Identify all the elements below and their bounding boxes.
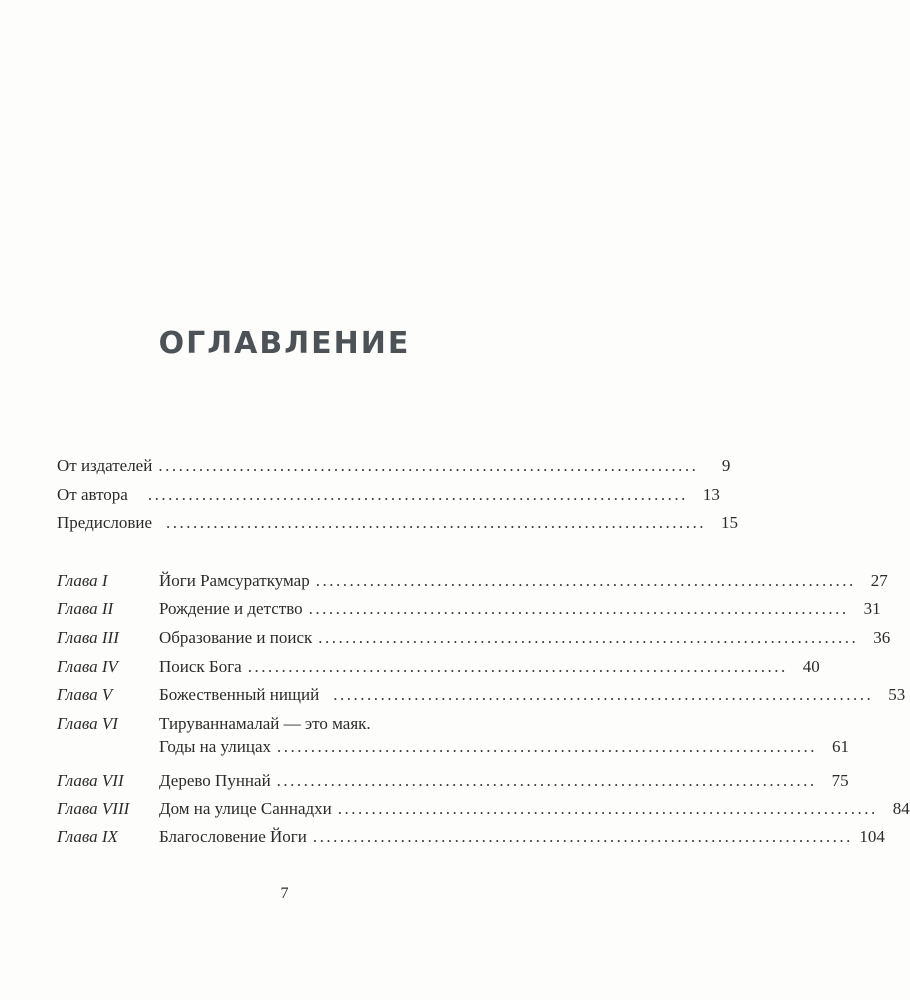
- chapter-title-line1: Тируваннамалай — это маяк.: [159, 714, 371, 733]
- chapter-label: Глава V: [57, 685, 113, 704]
- chapter-title: Благословение Йоги: [159, 827, 307, 846]
- toc-entry-page: 13: [702, 485, 720, 504]
- toc-chapter-entry[interactable]: [57, 827, 885, 847]
- toc-chapter-entry[interactable]: [57, 685, 906, 705]
- toc-chapter-entry[interactable]: [57, 799, 910, 819]
- toc-entry[interactable]: [57, 485, 720, 505]
- toc-leader-dots: ................................................................................: [277, 737, 818, 756]
- toc-entry-page: 15: [721, 513, 739, 532]
- toc-entry-text: От издателей: [57, 456, 153, 475]
- chapter-title: Образование и поиск: [159, 628, 313, 647]
- chapter-label: Глава II: [57, 599, 114, 618]
- toc-chapter-entry[interactable]: [57, 571, 888, 591]
- toc-entry[interactable]: [57, 456, 731, 476]
- toc-leader-dots: ................................................................................: [166, 513, 707, 532]
- chapter-page: 61: [832, 737, 850, 756]
- chapter-page: 75: [831, 771, 849, 790]
- chapter-title: Йоги Рамсураткумар: [159, 571, 310, 590]
- toc-leader-dots: ................................................................................: [308, 599, 849, 618]
- toc-chapter-entry-multiline[interactable]: [57, 714, 371, 734]
- toc-entry-page: 9: [721, 456, 731, 475]
- chapter-page: 104: [859, 827, 885, 846]
- page-title: ОГЛАВЛЕНИЕ: [158, 326, 411, 361]
- chapter-label: Глава IX: [57, 827, 118, 846]
- chapter-label: Глава VII: [57, 771, 124, 790]
- toc-chapter-entry[interactable]: [57, 628, 891, 648]
- toc-entry[interactable]: [57, 513, 739, 533]
- chapter-title: Дом на улице Саннадхи: [159, 799, 332, 818]
- chapter-title: Дерево Пуннай: [159, 771, 271, 790]
- chapter-label: Глава III: [57, 628, 119, 647]
- toc-leader-dots: ................................................................................: [247, 657, 788, 676]
- chapter-title: Поиск Бога: [159, 657, 242, 676]
- chapter-page: 27: [870, 571, 888, 590]
- chapter-title: Рождение и детство: [159, 599, 303, 618]
- chapter-page: 40: [802, 657, 820, 676]
- chapter-page: 84: [892, 799, 910, 818]
- toc-entry-text: Предисловие: [57, 513, 153, 532]
- chapter-title: Божественный нищий: [159, 685, 320, 704]
- chapter-title-line2: Годы на улицах: [159, 737, 272, 756]
- toc-leader-dots: ................................................................................: [158, 456, 699, 475]
- page-number: 7: [280, 885, 289, 902]
- chapter-label: Глава VIII: [57, 799, 130, 818]
- chapter-label: Глава IV: [57, 657, 118, 676]
- toc-chapter-entry[interactable]: [57, 771, 849, 791]
- chapter-label: Глава VI: [57, 714, 118, 733]
- toc-leader-dots: ................................................................................: [312, 827, 853, 846]
- toc-leader-dots: ................................................................................: [147, 485, 688, 504]
- chapter-page: 53: [888, 685, 906, 704]
- toc-chapter-entry[interactable]: [57, 599, 881, 619]
- toc-leader-dots: ................................................................................: [333, 685, 874, 704]
- chapter-page: 36: [873, 628, 891, 647]
- toc-leader-dots: ................................................................................: [318, 628, 859, 647]
- toc-entry-text: От автора: [57, 485, 128, 504]
- chapter-label: Глава I: [57, 571, 108, 590]
- toc-leader-dots: ................................................................................: [276, 771, 817, 790]
- toc-leader-dots: ................................................................................: [315, 571, 856, 590]
- toc-chapter-entry-continuation[interactable]: [159, 737, 850, 757]
- chapter-page: 31: [863, 599, 881, 618]
- toc-leader-dots: ................................................................................: [337, 799, 878, 818]
- toc-chapter-entry[interactable]: [57, 657, 820, 677]
